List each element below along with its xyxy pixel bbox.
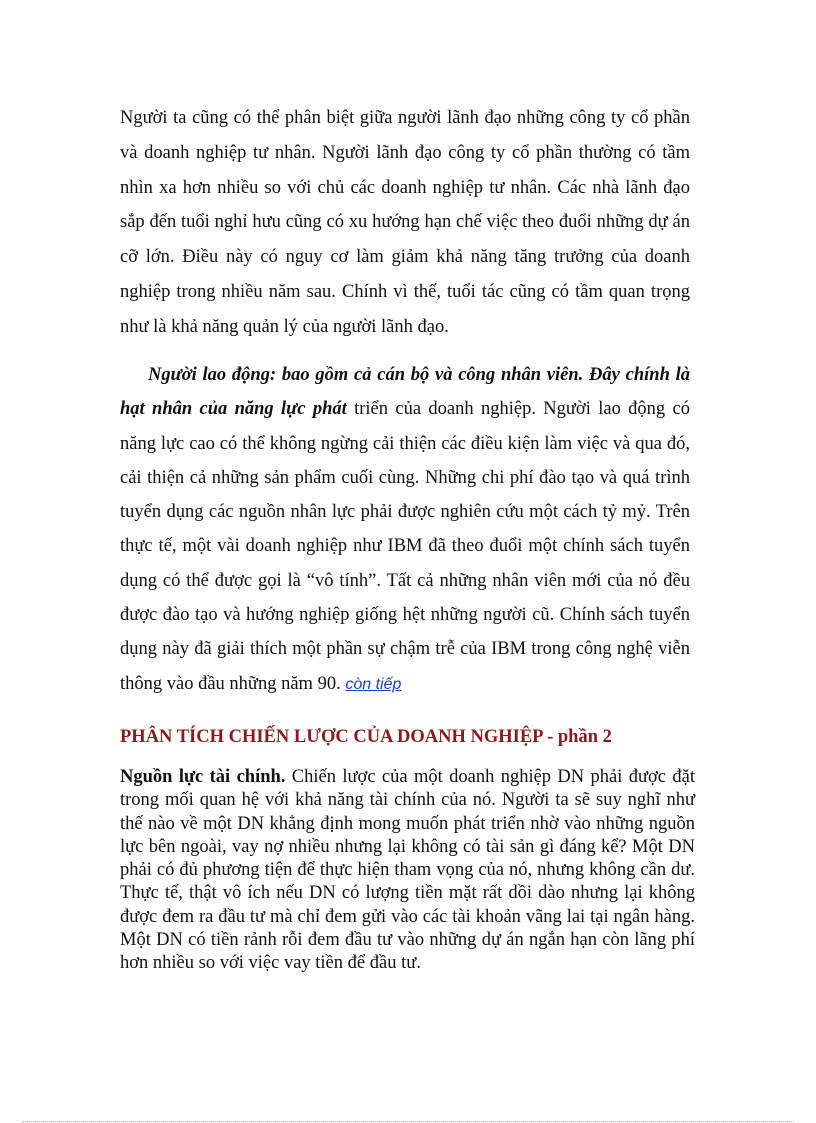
- paragraph-leadership: Người ta cũng có thể phân biệt giữa người lãnh đạo những công ty cổ phần và doanh nghiệp tư nhân. Người lãnh đạo công ty cổ phần thường có tầm nhìn xa hơn nhiều so với chủ các doanh nghiệp tư nhân. Các nhà lãnh đạo sắp đến tuổi nghỉ hưu cũng có xu hướng hạn chế việc theo đuổi những dự án cỡ lớn. Điều này có nguy cơ làm giảm khả năng tăng trưởng của doanh nghiệp trong nhiều năm sau. Chính vì thế, tuổi tác cũng có tầm quan trọng như là khả năng quản lý của người lãnh đạo.: [120, 108, 690, 337]
- paragraph-finance-body: Chiến lược của một doanh nghiệp DN phải được đặt trong mối quan hệ với khả năng tài chính của nó. Người ta sẽ suy nghĩ như thế nào về một DN khẳng định mong muốn phát triển nhờ vào những nguồn lực bên ngoài, vay nợ nhiều nhưng lại không có tài sản gì đáng kể? Một DN phải có đủ phương tiện để thực hiện tham vọng của nó, nhưng không cần dư. Thực tế, thật vô ích nếu DN có lượng tiền mặt rất dồi dào nhưng lại không được đem ra đầu tư mà chỉ đem gửi vào các tài khoản vãng lai tại ngân hàng. Một DN có tiền rảnh rỗi đem đầu tư vào những dự án ngắn hạn còn lãng phí hơn nhiều so với việc vay tiền để đầu tư.: [120, 767, 695, 974]
- paragraph-workforce-body: triển của doanh nghiệp. Người lao động có năng lực cao có thể không ngừng cải thiện các điều kiện làm việc và qua đó, cải thiện cả những sản phẩm cuối cùng. Những chi phí đào tạo và quá trình tuyển dụng các nguồn nhân lực phải được nghiên cứu một cách tỷ mỷ. Trên thực tế, một vài doanh nghiệp như IBM đã theo đuổi một chính sách tuyển dụng có thể được gọi là “vô tính”. Tất cả những nhân viên mới của nó đều được đào tạo và hướng nghiệp giống hệt những người cũ. Chính sách tuyển dụng này đã giải thích một phần sự chậm trễ của IBM trong công nghệ viễn thông vào đầu những năm 90.: [120, 399, 690, 694]
- paragraph-finance: [120, 766, 695, 976]
- paragraph-workforce: [120, 358, 690, 702]
- paragraph-finance-lead: Nguồn lực tài chính.: [120, 767, 286, 787]
- continue-reading-link[interactable]: còn tiếp: [345, 675, 402, 693]
- paragraph-workforce-lead: Người lao động: bao gồm cả cán bộ và công nhân viên. Đây chính là hạt nhân của năng lực phát: [120, 365, 690, 420]
- section-heading: PHÂN TÍCH CHIẾN LƯỢC CỦA DOANH NGHIỆP - phần 2: [120, 727, 612, 747]
- page-footer-divider: [22, 1121, 794, 1122]
